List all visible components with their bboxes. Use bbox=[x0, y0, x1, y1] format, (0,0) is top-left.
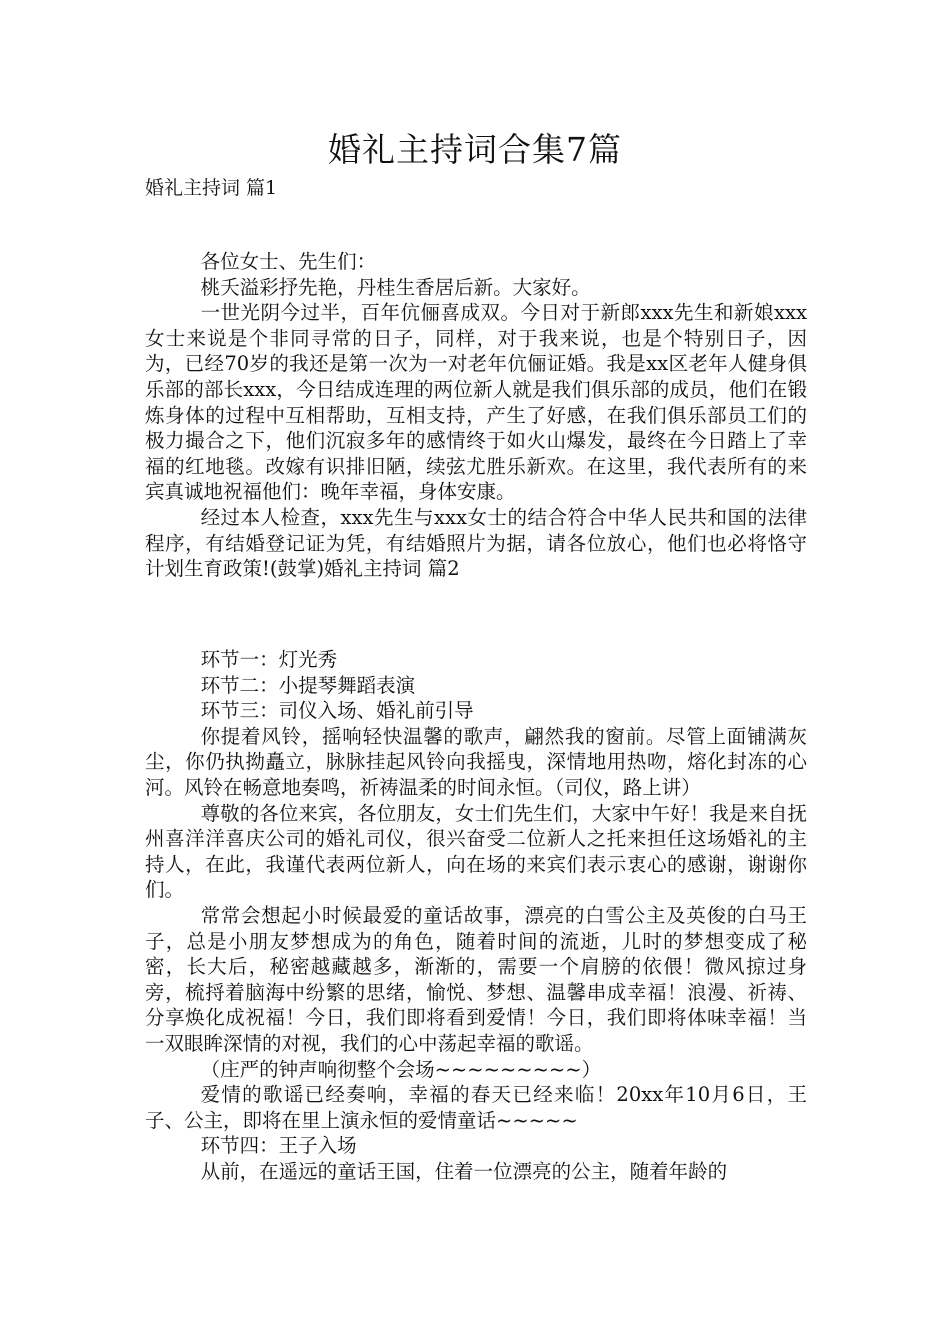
paragraph: 尊敬的各位来宾，各位朋友，女士们先生们，大家中午好！我是来自抚州喜洋洋喜庆公司的婚礼司仪，很兴奋受二位新人之托来担任这场婚礼的主持人，在此，我谨代表两位新人，向在场的来宾们表示衷心的感谢，谢谢你们。 bbox=[145, 801, 807, 902]
paragraph: 常常会想起小时候最爱的童话故事，漂亮的白雪公主及英俊的白马王子，总是小朋友梦想成为的角色，随着时间的流逝，儿时的梦想变成了秘密，长大后，秘密越藏越多，渐渐的，需要一个肩膀的依偎！微风掠过身旁，梳捋着脑海中纷繁的思绪，愉悦、梦想、温馨串成幸福！浪漫、祈祷、分享焕化成祝福！今日，我们即将看到爱情！今日，我们即将体味幸福！当一双眼眸深情的对视，我们的心中荡起幸福的歌谣。 bbox=[145, 903, 807, 1055]
paragraph: 一世光阴今过半，百年伉俪喜成双。今日对于新郎xxx先生和新娘xxx女士来说是个非同寻常的日子，同样，对于我来说，也是个特别日子，因为，已经70岁的我还是第一次为一对老年伉俪证婚。我是xx区老年人健身俱乐部的部长xxx，今日结成连理的两位新人就是我们俱乐部的成员，他们在锻炼身体的过程中互相帮助，互相支持，产生了好感，在我们俱乐部员工们的极力撮合之下，他们沉寂多年的感情终于如火山爆发，最终在今日踏上了幸福的红地毯。改嫁有识排旧陋，续弦尤胜乐新欢。在这里，我代表所有的来宾真诚地祝福他们：晚年幸福，身体安康。 bbox=[145, 301, 807, 504]
paragraph: 经过本人检查，xxx先生与xxx女士的结合符合中华人民共和国的法律程序，有结婚登记证为凭，有结婚照片为据，请各位放心，他们也必将恪守计划生育政策!(鼓掌)婚礼主持词 篇2 bbox=[145, 505, 807, 581]
paragraph: 你提着风铃，摇响轻快温馨的歌声，翩然我的窗前。尽管上面铺满灰尘，你仍执拗矗立，脉脉挂起风铃向我摇曳，深情地用热吻，熔化封冻的心河。风铃在畅意地奏鸣，祈祷温柔的时间永恒。（司仪，路上讲） bbox=[145, 724, 807, 799]
paragraph: 环节二：小提琴舞蹈表演 bbox=[200, 673, 416, 697]
paragraph: 爱情的歌谣已经奏响，幸福的春天已经来临！20xx年10月6日，王子、公主，即将在里上演永恒的爱情童话~~~~~ bbox=[145, 1083, 807, 1132]
section-2-body bbox=[145, 647, 807, 1184]
document-title: 婚礼主持词合集7篇 bbox=[328, 130, 622, 169]
paragraph: 环节四：王子入场 bbox=[200, 1134, 357, 1158]
paragraph: 从前，在遥远的童话王国，住着一位漂亮的公主，随着年龄的 bbox=[200, 1159, 728, 1183]
paragraph: 各位女士、先生们： bbox=[200, 250, 377, 273]
paragraph: 桃夭溢彩抒先艳，丹桂生香居后新。大家好。 bbox=[200, 275, 591, 299]
paragraph: （庄严的钟声响彻整个会场~~~~~~~~~） bbox=[200, 1057, 602, 1081]
paragraph: 环节三：司仪入场、婚礼前引导 bbox=[200, 699, 474, 723]
paragraph: 环节一：灯光秀 bbox=[200, 648, 338, 671]
section-heading-1: 婚礼主持词 篇1 bbox=[145, 177, 278, 199]
section-1-body bbox=[145, 249, 807, 582]
